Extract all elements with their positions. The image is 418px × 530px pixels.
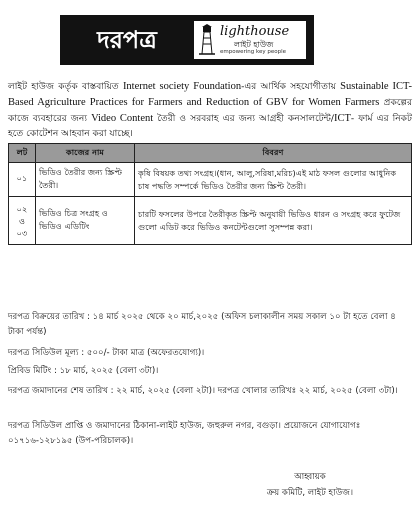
lot-number: ০১: [9, 163, 36, 197]
sale-date-line: দরপত্র বিক্রয়ের তারিখ : ১৪ মার্চ ২০২৫ থেকে ২০ মার্চ,২০২৫ (অফিস চলাকালীন সময় সকাল ১০ টা হতে বেলা ৪ টাকা পর্যন্ত): [8, 312, 396, 337]
work-description: চারটি ফসলের উপরে তৈরীকৃত স্ক্রিপ্ট অনুযায়ী ভিডিও ধারন ও সংগ্রহ করে ফুটেজ গুলো এডিট করে ভিডিও কনটেন্টগুলো সুসম্পন্ন করা।: [135, 197, 412, 245]
lighthouse-icon: [198, 24, 216, 56]
header-banner: [60, 15, 314, 65]
header-description: বিবরণ: [135, 144, 412, 163]
signature-body: ক্রয় কমিটি, লাইট হাউজ।: [266, 488, 354, 498]
address-contact-line: দরপত্র সিডিউল প্রাপ্তি ও জমাদানের ঠিকানা-লাইট হাউজ, জহুরুল নগর, বগুড়া। প্রয়োজনে যোগাযোগঃ ০১৭১৬-১২৮১৯৫ (উপ-পরিচালক)।: [8, 421, 361, 446]
logo-wordmark: lighthouse: [220, 24, 290, 39]
logo-bangla-name: লাইট হাউজ: [234, 40, 274, 49]
deadline-line: দরপত্র জমাদানের শেষ তারিখ : ২২ মার্চ, ২০২৫ (বেলা ২টা)। দরপত্র খোলার তারিখঃ ২২ মার্চ, ২০২৫ (বেলা ৩টা)।: [8, 386, 398, 396]
table-header-row: [9, 144, 412, 163]
prebid-meeting-line: প্রিবিড মিটিং : ১৮ মার্চ, ২০২৫ (বেলা ৩টা)।: [8, 366, 159, 376]
header-work-name: কাজের নাম: [36, 144, 135, 163]
lighthouse-logo: [194, 21, 306, 59]
notice-title: দরপত্র: [97, 26, 157, 54]
logo-tagline: empowering key people: [220, 49, 287, 55]
lot-number: ০২ ও ০৩: [9, 197, 36, 245]
work-name: ভিডিও তৈরীর জন্য স্ক্রিপ্ট তৈরী।: [36, 163, 135, 197]
table-row: [9, 197, 412, 245]
intro-paragraph: লাইট হাউজ কর্তৃক বাস্তবায়িত Internet society Foundation-এর আর্থিক সহযোগীতায় Sustainable ICT-Based Agriculture Practices for Farmers and Reduction of GBV for Women Farmers প্রকল্পের কাজে ব্যবহারের জন্য Video Content তৈরী ও সরবরাহ এর জন্য আগ্রহী কনসালটেন্ট/ICT- ফার্ম এর নিকট হতে কোটেশন আহবান করা যাচ্ছে।: [8, 81, 412, 139]
table-row: [9, 163, 412, 197]
schedule-price-line: দরপত্র সিডিউল মূল্য : ৫০০/- টাকা মাত্র (অফেরতযোগ্য)।: [8, 348, 205, 358]
work-lots-table: [8, 143, 412, 245]
work-name: ভিডিও চিত্র সংগ্রহ ও ভিডিও এডিটিং: [36, 197, 135, 245]
header-lot: লট: [9, 144, 36, 163]
work-description: কৃষি বিষয়ক তথ্য সংগ্রহ।(ধান, আলু,সরিষা,মরিচ)এই মাঠ ফসল গুলোর আধুনিক চাষ পদ্ধতি সম্পর্কে ভিডিও তৈরীর জন্য স্ক্রিপ্ট তৈরী।: [135, 163, 412, 197]
signature-title: আহ্বায়ক: [294, 472, 326, 482]
